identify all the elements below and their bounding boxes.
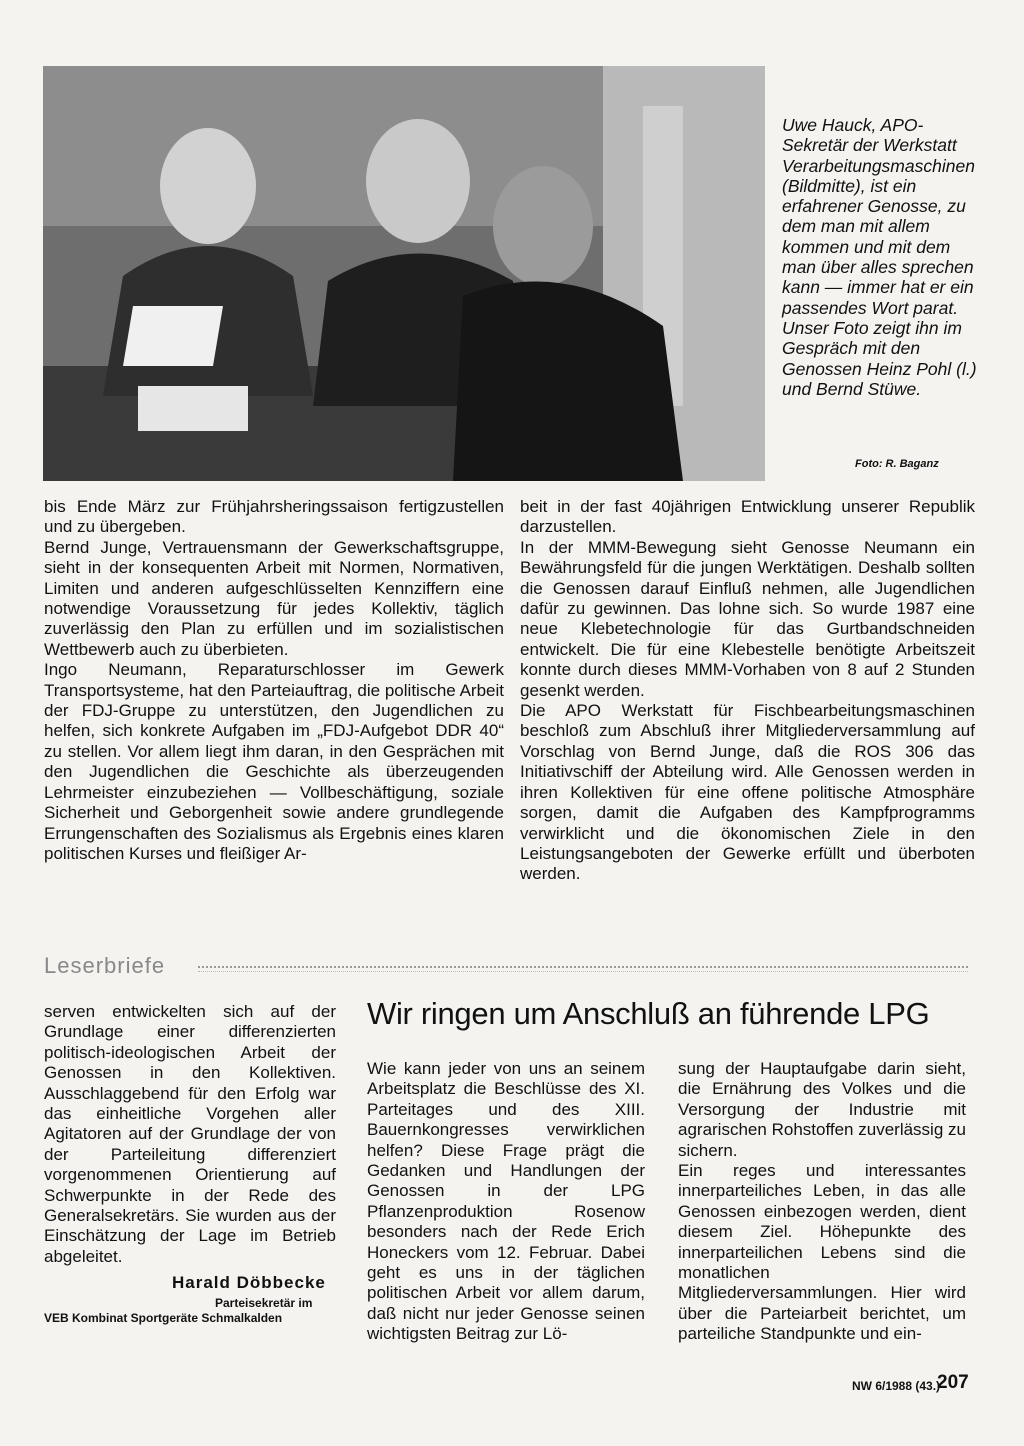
- paragraph: beit in der fast 40jährigen Entwicklung unserer Republik darzustellen.: [520, 497, 975, 537]
- article-column-2: [520, 497, 975, 885]
- page-number: 207: [937, 1372, 969, 1393]
- letter2-column-2: [678, 1059, 966, 1345]
- author-role: Parteisekretär im: [215, 1296, 313, 1310]
- letter-author: Harald Döbbecke: [172, 1273, 326, 1292]
- article-column-1: [44, 497, 504, 864]
- paragraph: Wie kann jeder von uns an seinem Arbeitsplatz die Beschlüsse des XI. Parteitages und des XIII. Bauernkongresses verwirklichen helfen? Diese Frage prägt die Gedanken und Handlungen der Genossen in der LPG Pflanzenproduktion Rosenow besonders nach der Rede Erich Honeckers vom 12. Februar. Dabei geht es uns in der täglichen politischen Arbeit vor allem darum, daß nicht nur jeder Genosse seinen wichtigsten Beitrag zur Lö-: [367, 1059, 645, 1344]
- paragraph: In der MMM-Bewegung sieht Genosse Neumann ein Bewährungsfeld für die jungen Werktätigen. Deshalb sollten die Genossen darauf Einfluß nehmen, alle Jugendlichen dafür zu gewinnen. Das lohne sich. So wurde 1987 eine neue Klebetechnologie für das Gurtbandschneiden entwickelt. Die für eine Klebestelle benötigte Arbeitszeit konnte durch dieses MMM-Vorhaben von 8 auf 2 Stunden gesenkt werden.: [520, 537, 975, 700]
- photo-illustration: [43, 66, 765, 481]
- paragraph: Die APO Werkstatt für Fischbearbeitungsmaschinen beschloß zum Abschluß ihrer Mitgliederversammlung auf Vorschlag von Bernd Junge, daß die ROS 306 das Initiativschiff der Abteilung wird. Alle Genossen werden in ihren Kollektiven für eine offene politische Atmosphäre sorgen, damit die Aufgaben des Kampfprogramms verwirklicht und die ökonomischen Ziele in den Leistungsangeboten der Gewerke erfüllt und überboten werden.: [520, 701, 975, 884]
- paragraph: sung der Hauptaufgabe darin sieht, die Ernährung des Volkes und die Versorgung der Industrie mit agrarischen Rohstoffen zuverlässig zu sichern.: [678, 1059, 966, 1160]
- letter-headline: Wir ringen um Anschluß an führende LPG: [367, 996, 930, 1031]
- issue-reference: NW 6/1988 (43.): [852, 1379, 941, 1393]
- letter2-column-1: [367, 1059, 645, 1345]
- paragraph: bis Ende März zur Frühjahrsheringssaison fertigzustellen und zu übergeben.: [44, 497, 504, 537]
- paragraph: Ingo Neumann, Reparaturschlosser im Gewerk Transportsysteme, hat den Parteiauftrag, die politische Arbeit der FDJ-Gruppe zu unterstützen, den Jugendlichen zu helfen, sich konkrete Aufgaben im „FDJ-Aufgebot DDR 40“ zu stellen. Vor allem liegt ihm daran, in den Gesprächen mit den Jugendlichen die Geschichte als überzeugenden Lehrmeister einzubeziehen — Vollbeschäftigung, soziale Sicherheit und Geborgenheit sowie andere grundlegende Errungenschaften des Sozialismus als Ergebnis eines klaren politischen Kurses und fleißiger Ar-: [44, 660, 504, 863]
- author-organization: VEB Kombinat Sportgeräte Schmalkalden: [44, 1311, 283, 1325]
- section-divider: [198, 966, 968, 972]
- photo-credit: Foto: R. Baganz: [855, 458, 939, 470]
- letter-body: [44, 1002, 336, 1267]
- section-label: Leserbriefe: [44, 953, 166, 978]
- news-photo: [43, 66, 765, 481]
- photo-caption: Uwe Hauck, APO-Sekretär der Werkstatt Verarbeitungsmaschinen (Bildmitte), ist ein erfahrener Genosse, zu dem man mit allem kommen und mit dem man über alles sprechen kann — immer hat er ein passendes Wort parat. Unser Foto zeigt ihn im Gespräch mit den Genossen Heinz Pohl (l.) und Bernd Stüwe.: [782, 115, 977, 399]
- paragraph: Ein reges und interessantes innerparteiliches Leben, in das alle Genossen einbezogen werden, dient diesem Ziel. Höhepunkte des innerparteilichen Lebens sind die monatlichen Mitgliederversammlungen. Hier wird über die Parteiarbeit berichtet, um parteiliche Standpunkte und ein-: [678, 1161, 966, 1344]
- paragraph: serven entwickelten sich auf der Grundlage einer differenzierten politisch-ideologischen Arbeit der Genossen in den Kollektiven. Ausschlaggebend für den Erfolg war das einheitliche Vorgehen aller Agitatoren auf der Grundlage der von der Parteileitung differenziert vorgenommenen Orientierung auf Schwerpunkte in der Rede des Generalsekretärs. Sie wurden aus der Einschätzung der Lage im Betrieb abgeleitet.: [44, 1002, 336, 1266]
- paragraph: Bernd Junge, Vertrauensmann der Gewerkschaftsgruppe, sieht in der konsequenten Arbeit mit Normen, Normativen, Limiten und anderen aufgeschlüsselten Kennziffern eine notwendige Voraussetzung für jedes Kollektiv, täglich zuverlässig den Plan zu erfüllen und im sozialistischen Wettbewerb auch zu überbieten.: [44, 537, 504, 659]
